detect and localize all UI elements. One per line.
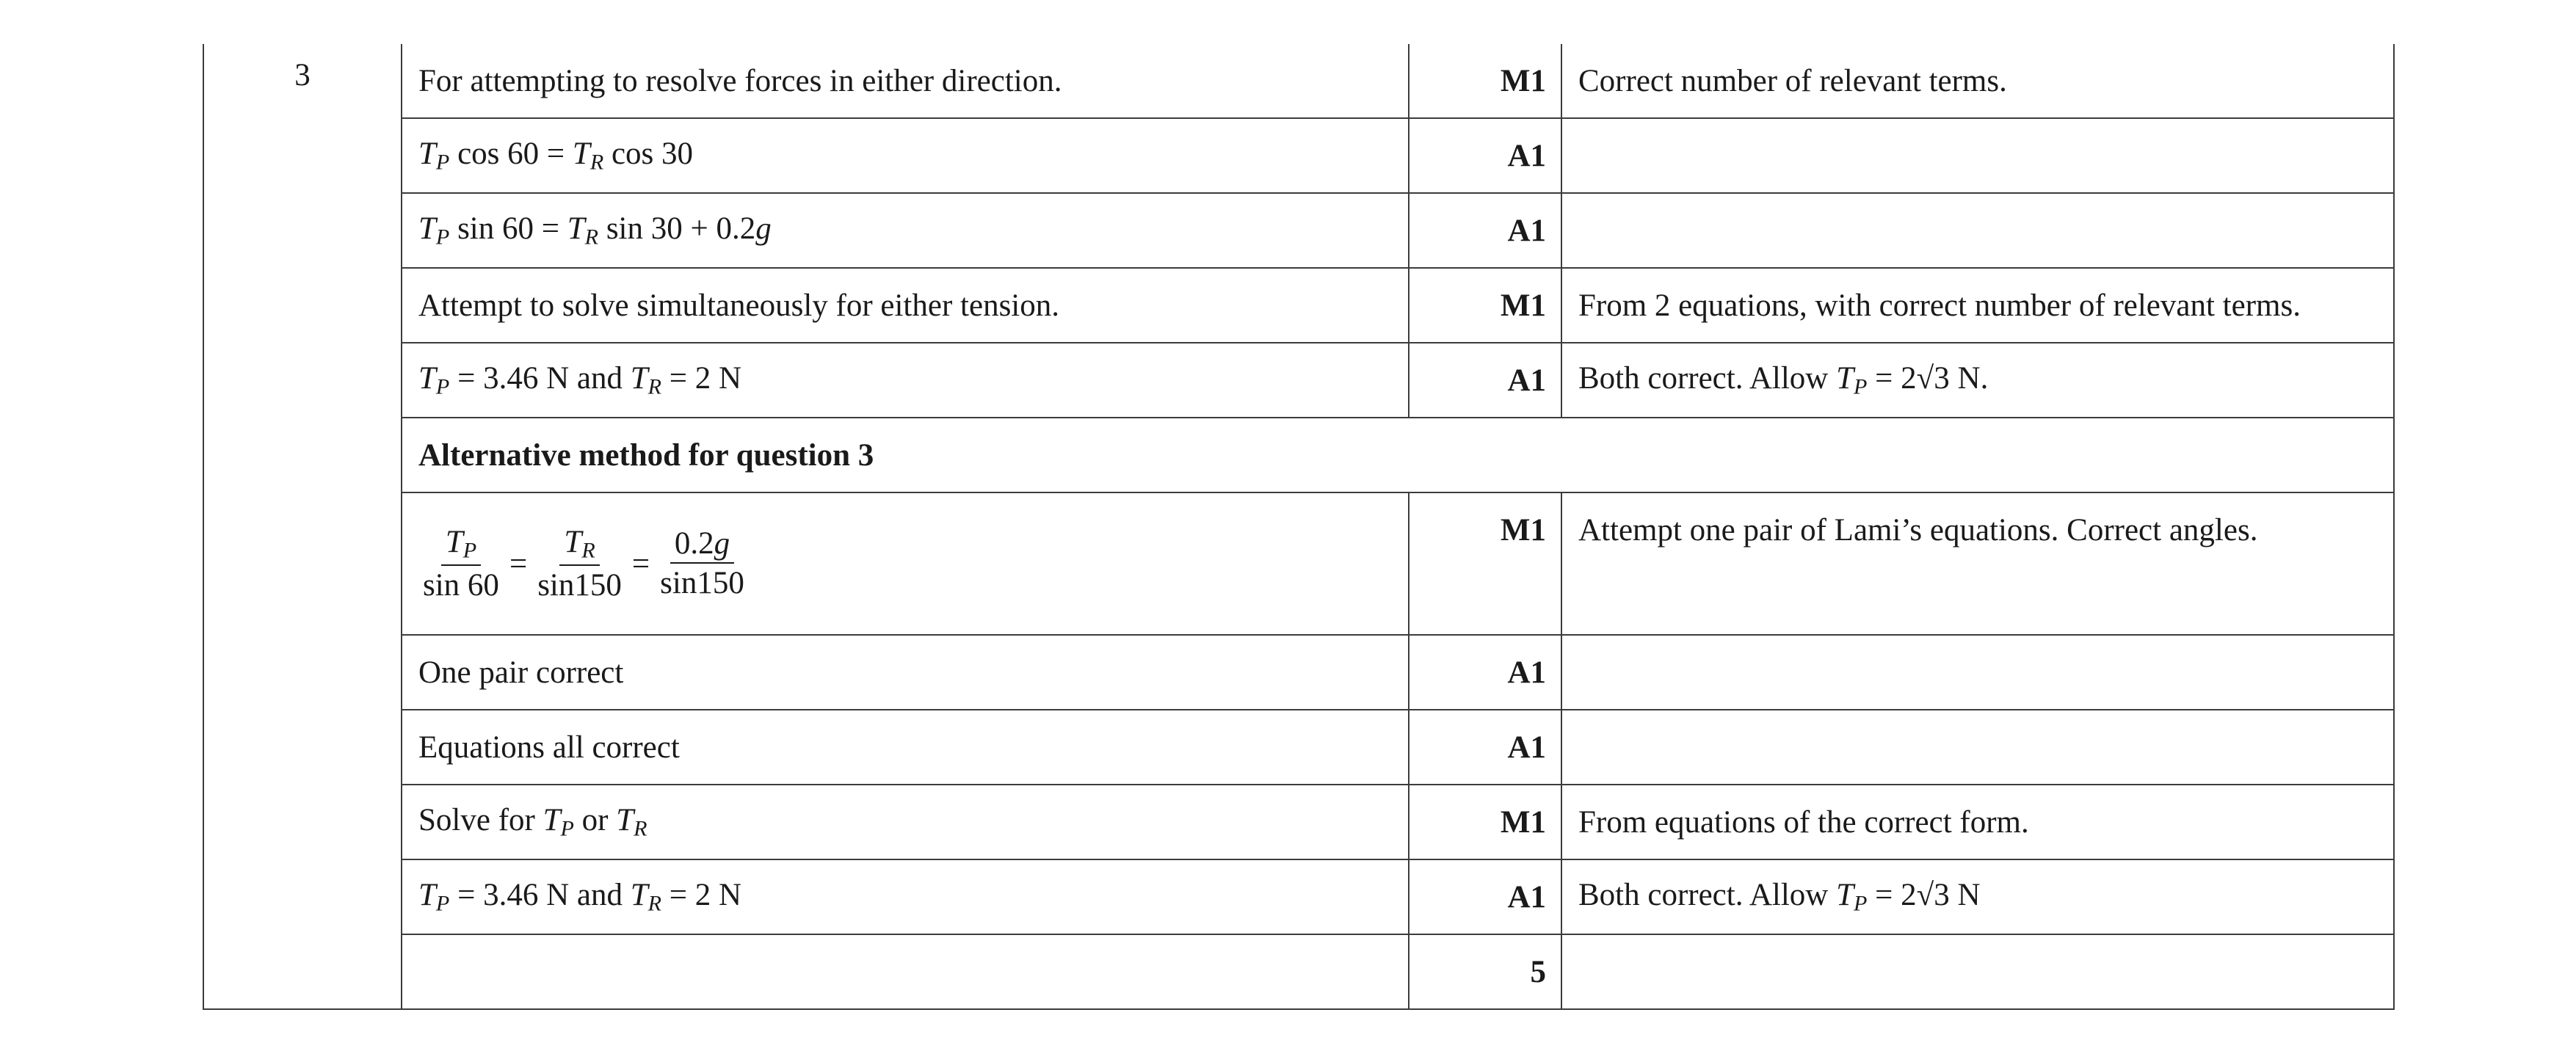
lami-equation: $\frac{T_P}{\sin 60}$ = $\frac{T_R}{\sin 150}$ = $\frac{0.2g}{\sin 150}$: [402, 492, 1409, 635]
guidance-cell: From equations of the correct form.: [1561, 785, 2394, 859]
mark-cell: A1: [1409, 118, 1561, 193]
total-mark-cell: 5: [1409, 934, 1561, 1009]
alternative-method-heading: Alternative method for question 3: [402, 418, 2394, 492]
guidance-cell: [1561, 118, 2394, 193]
mark-cell: M1: [1409, 44, 1561, 118]
table-row: [203, 635, 2394, 710]
answer-cell: For attempting to resolve forces in either direction.: [402, 44, 1409, 118]
table-row: [203, 193, 2394, 268]
table-row: [203, 343, 2394, 418]
table-row: [203, 118, 2394, 193]
table-row: [203, 710, 2394, 785]
answer-cell: Attempt to solve simultaneously for either tension.: [402, 268, 1409, 343]
guidance-cell: Both correct. Allow $T_P = 2√3$ N.: [1561, 343, 2394, 418]
table-row: [203, 44, 2394, 118]
mark-cell: A1: [1409, 710, 1561, 785]
table-row: [203, 859, 2394, 934]
guidance-cell: Both correct. Allow $T_P = 2√3$ N: [1561, 859, 2394, 934]
guidance-cell: [1561, 710, 2394, 785]
mark-cell: A1: [1409, 193, 1561, 268]
guidance-cell: From 2 equations, with correct number of relevant terms.: [1561, 268, 2394, 343]
table-row: [203, 785, 2394, 859]
guidance-cell: [1561, 193, 2394, 268]
answer-cell: $T_P = 3.46$ N and $T_R = 2$ N: [402, 859, 1409, 934]
answer-cell: Equations all correct: [402, 710, 1409, 785]
table-row: [203, 268, 2394, 343]
guidance-cell: Attempt one pair of Lami’s equations. Correct angles.: [1561, 492, 2394, 635]
mark-scheme-table: [203, 44, 2395, 1010]
mark-cell: A1: [1409, 635, 1561, 710]
mark-cell: A1: [1409, 859, 1561, 934]
answer-cell: Solve for $T_P$ or $T_R$: [402, 785, 1409, 859]
answer-cell: $T_P$ $\sin 60 = T_R$ sin 30 + 0.2g: [402, 193, 1409, 268]
fraction: $\frac{0.2g}{\sin 150}$: [660, 526, 744, 601]
answer-cell: $T_P = 3.46$ N and $T_R = 2$ N: [402, 343, 1409, 418]
guidance-cell: [1561, 635, 2394, 710]
table-row: [203, 934, 2394, 1009]
mark-cell: A1: [1409, 343, 1561, 418]
answer-cell: $T_P$ $\cos 60 = T_R$ cos 30: [402, 118, 1409, 193]
answer-cell: One pair correct: [402, 635, 1409, 710]
answer-cell: [402, 934, 1409, 1009]
fraction: $\frac{T_R}{\sin 150}$: [537, 524, 622, 603]
guidance-cell: Correct number of relevant terms.: [1561, 44, 2394, 118]
mark-cell: M1: [1409, 268, 1561, 343]
table-row: [203, 492, 2394, 635]
fraction: $\frac{T_P}{\sin 60}$: [423, 524, 499, 603]
table-row: [203, 418, 2394, 492]
mark-cell: M1: [1409, 492, 1561, 635]
guidance-cell: [1561, 934, 2394, 1009]
question-number: 3: [203, 44, 402, 1009]
mark-cell: M1: [1409, 785, 1561, 859]
